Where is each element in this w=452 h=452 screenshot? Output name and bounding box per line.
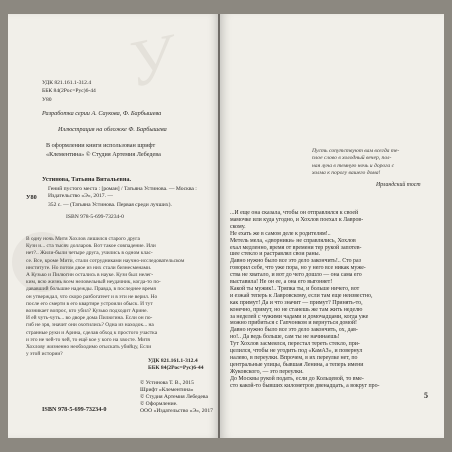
text-line: Давно нужно было все это дело закончить, ох, дав- bbox=[230, 327, 358, 334]
text-line: Тут Хохлов засмеялся, перестал тереть стекло, при- bbox=[230, 341, 360, 348]
text-line: сто какой-то бывших километров двенадцать, а вокруг про- bbox=[230, 382, 380, 389]
text-line: мамочке или куда угодно, и Хохлов поехал к Лавров- bbox=[230, 216, 364, 223]
annotation-text: В одну ночь Митя Хохлов лишился старого друга Кузи и... ста тысяч долларов. Вот такое совпадение. Или нет?.. Жили-были четыре друга, учились в одном клас- се. Все, кроме Мити, стали сотрудниками научно-исследовательском институте. Но потом двое из них стали бизнесменами. А Кузько и Пилюгин остались в науке. Кузи был нелег- ким, всю жизнь всем неловельный неудачник, когда-то по- дававший большие надежды. Правда, в последнее время он утверждал, что скоро разбогатеет и в эти не верил. Но после его смерти в его квартире устроили обыск. И тут возникает вопрос, кто убил? Кузько подходит Арине. И ей чуть-чуть... во дворе дома Пилюгина. Если он по- гиб не зря, значит они охотились? Одна из находок... на странные руки и Арина, сделав обход к простого участка и это не чей-то чей, то ещё кое у кого на хвосте. Митя Хохлову жизненно необходимо отыскать убийцу, Если у этой истории? bbox=[26, 236, 185, 358]
page-number: 5 bbox=[424, 391, 428, 401]
bottom-udk: УДК 821.161.1-312.4 bbox=[148, 358, 198, 364]
catalog-code: У80 bbox=[26, 194, 37, 201]
text-line: До Москвы рукой подать, если до Кольцевой, то вме- bbox=[230, 375, 364, 382]
catalog-isbn: ISBN 978-5-699-73234-0 bbox=[66, 214, 124, 220]
isbn-bottom: ISBN 978-5-699-73234-0 bbox=[42, 406, 107, 413]
author-code: У80 bbox=[42, 97, 52, 103]
copyright-4: © Оформление. bbox=[140, 401, 178, 407]
udk-code: УДК 821.161.1-312.4 bbox=[42, 80, 92, 86]
text-line: за неделей с чужими чадами и домочадцами, когда уже bbox=[230, 313, 369, 320]
text-line: целился, чтобы не угодить под «КамАЗ», и повернул bbox=[230, 348, 363, 354]
epigraph-source: Ирландский тост bbox=[376, 182, 421, 188]
text-line: можно прибиться с Гапчонком и вернуться домой! bbox=[230, 320, 358, 327]
copyright-3: © Студия Артемия Лебедева bbox=[140, 394, 208, 400]
copyright-5: ООО «Издательство «Э», 2017 bbox=[140, 408, 213, 414]
catalog-series: 352 с. — (Татьяна Устинова. Первая среди лучших). bbox=[48, 202, 172, 208]
bbk-code: ББК 84(2Рос=Рус)6-44 bbox=[42, 88, 96, 94]
text-line: шее стекло и растравлял свои раны. bbox=[230, 251, 321, 258]
catalog-description: Гений пустого места : [роман] / Татьяна Устинова. — Москва : Издательство «Э», 2017. — bbox=[48, 186, 197, 199]
text-line: и езжай теперь к Лавровскому, если там еще неизвестно, bbox=[230, 292, 373, 299]
left-page bbox=[8, 14, 220, 438]
credit-font-1: В оформлении книги использован шрифт bbox=[46, 142, 156, 149]
text-line: Не ехать же в самом деле к родителям!.. bbox=[230, 230, 331, 237]
text-line: скому. bbox=[230, 223, 246, 230]
text-line: ехал медленно, время от времени тер рукой запотев- bbox=[230, 244, 362, 251]
text-line: конечно, примут, но не станешь же там жить неделю bbox=[230, 306, 363, 313]
text-line: говорил себе, что уже пора, но у него все никак муже- bbox=[230, 265, 366, 272]
epigraph: Пусть сопутствуют вам всегда те- плое слово в холодный вечер, пол- ная луна в темную ночь и дорога с холма к порогу вашего дома! bbox=[312, 148, 400, 177]
author-heading: Устинова, Татьяна Витальевна. bbox=[42, 176, 132, 183]
text-line: Давно нужно было все это дело закончить!.. Сто раз bbox=[230, 258, 361, 265]
credit-series: Разработка серии А. Саукова, Ф. Барбышева bbox=[42, 110, 162, 117]
credit-font-2: «Клементина» © Студия Артемия Лебедева bbox=[46, 151, 161, 158]
text-line: ства не хватало, и вот до чего дошло — она сама его bbox=[230, 272, 362, 279]
bottom-bbk: ББК 84(2Рос=Рус)6-44 bbox=[148, 365, 204, 371]
text-line: ...И еще она сказала, чтобы он отправлялся к своей bbox=[230, 210, 359, 216]
copyright-2: Шрифт «Клементина» bbox=[140, 387, 194, 393]
watermark-decoration: У bbox=[120, 21, 180, 102]
text-line: налево, в переулки. Впрочем, в их переулке нет, по bbox=[230, 354, 358, 361]
text-line: центральные улицы, бывшая Ленина, а теперь имени bbox=[230, 361, 364, 368]
text-line: выставила! Не он ее, а она его выгоняет! bbox=[230, 279, 333, 285]
text-line: Метель мела, «дворники» не справлялись, Хохлов bbox=[230, 237, 356, 244]
credit-cover: Иллюстрация на обложке Ф. Барбышева bbox=[58, 126, 167, 133]
copyright-1: © Устинова Т. В., 2015 bbox=[140, 380, 194, 386]
text-line: Какой ты мужик!.. Тряпка ты, и больше ничего, вот bbox=[230, 285, 360, 292]
text-line: но!.. Да ведь больше, сам ты не начинаешь! bbox=[230, 334, 340, 341]
text-line: как примут! Да и что значит — примут? Принять-то, bbox=[230, 299, 363, 306]
text-line: Жуковского, — это переулки. bbox=[230, 368, 304, 375]
right-page bbox=[220, 14, 444, 438]
